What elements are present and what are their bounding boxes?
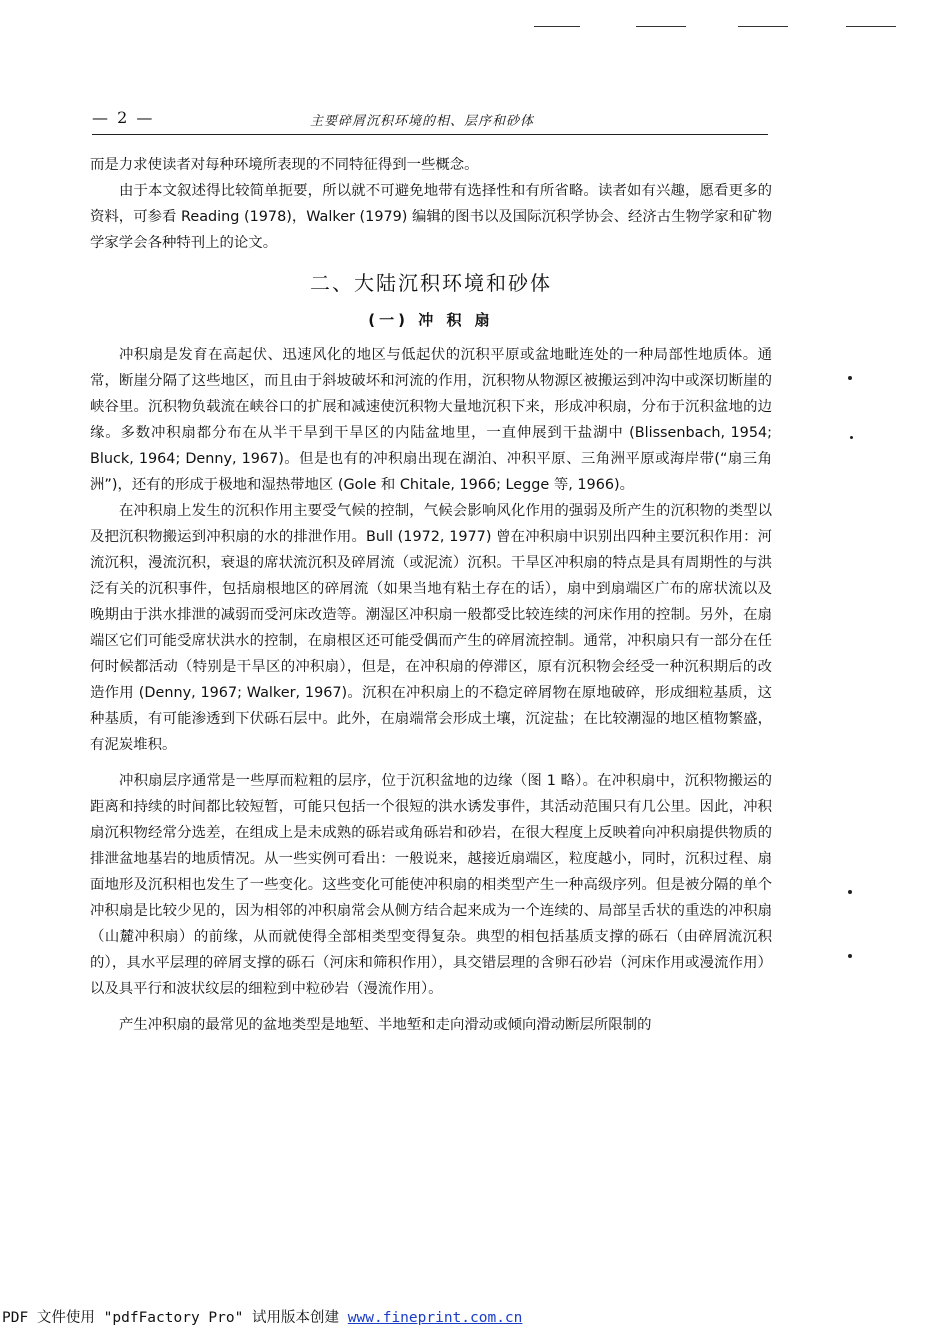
- scan-speck: [850, 436, 853, 439]
- footer-link[interactable]: www.fineprint.com.cn: [347, 1310, 523, 1326]
- top-rule: [534, 26, 580, 27]
- footer-text: PDF 文件使用 "pdfFactory Pro" 试用版本创建: [2, 1310, 348, 1326]
- scan-speck: [848, 890, 852, 894]
- running-title: 主要碎屑沉积环境的相、层序和砂体: [310, 114, 535, 129]
- page-number: — 2 —: [92, 108, 155, 127]
- body-paragraph: 冲积扇层序通常是一些厚而粒粗的层序，位于沉积盆地的边缘（图 1 略）。在冲积扇中，沉积物搬运的距离和持续的时间都比较短暂，可能只包括一个很短的洪水诱发事件，其活动范围只有几公里。因此，冲积扇沉积物经常分选差，在组成上是未成熟的砾岩或角砾岩和砂岩，在很大程度上反映着向冲积扇提供物质的排泄盆地基岩的地质情况。从一些实例可看出：一般说来，越接近扇端区，粒度越小，同时，沉积过程、扇面地形及沉积相也发生了一些变化。这些变化可能使冲积扇的相类型产生一种高级序列。但是被分隔的单个冲积扇是比较少见的，因为相邻的冲积扇常会从侧方结合起来成为一个连续的、局部呈舌状的重迭的冲积扇（山麓冲积扇）的前缘，从而就使得全部相类型变得复杂。典型的相包括基质支撑的砾石（由碎屑流沉积的），具水平层理的碎屑支撑的砾石（河床和筛积作用），具交错层理的含卵石砂岩（河床作用或漫流作用）以及具平行和波状纹层的细粒到中粒砂岩（漫流作用）。: [90, 773, 772, 997]
- section-title: 二、大陆沉积环境和砂体: [310, 271, 552, 295]
- top-rule: [636, 26, 686, 27]
- top-rule: [846, 26, 896, 27]
- body-paragraph: 由于本文叙述得比较简单扼要，所以就不可避免地带有选择性和有所省略。读者如有兴趣，愿看更多的资料，可参看 Reading (1978)，Walker (1979) 编辑的图书以及国际沉积学协会、经济古生物学家和矿物学家学会各种特刊上的论文。: [90, 183, 772, 251]
- scan-speck: [848, 376, 852, 380]
- paragraph-gap: [90, 1002, 772, 1012]
- body-paragraph: 在冲积扇上发生的沉积作用主要受气候的控制，气候会影响风化作用的强弱及所产生的沉积物的类型以及把沉积物搬运到冲积扇的水的排泄作用。Bull (1972, 1977) 曾在冲积扇中识别出四种主要沉积作用：河流沉积，漫流沉积，衰退的席状流沉积及碎屑流（或泥流）沉积。干旱区冲积扇的特点是具有周期性的与洪泛有关的沉积事件，包括扇根地区的碎屑流（如果当地有粘土存在的话），扇中到扇端区广布的席状流以及晚期由于洪水排泄的减弱而受河床改造等。潮湿区冲积扇一般都受比较连续的河床作用的控制。另外，在扇端区它们可能受席状洪水的控制，在扇根区还可能受偶而产生的碎屑流控制。通常，冲积扇只有一部分在任何时候都活动（特别是干旱区的冲积扇），但是，在冲积扇的停滞区，原有沉积物会经受一种沉积期后的改造作用 (Denny, 1967; Walker, 1967)。沉积在冲积扇上的不稳定碎屑物在原地破碎，形成细粒基质，这种基质，有可能渗透到下伏砾石层中。此外，在扇端常会形成土壤，沉淀盐；在比较潮湿的地区植物繁盛，有泥炭堆积。: [90, 503, 772, 753]
- body-paragraph: 冲积扇是发育在高起伏、迅速风化的地区与低起伏的沉积平原或盆地毗连处的一种局部性地质体。通常，断崖分隔了这些地区，而且由于斜坡破坏和河流的作用，沉积物从物源区被搬运到冲沟中或深切断崖的峡谷里。沉积物负载流在峡谷口的扩展和减速使沉积物大量地沉积下来，形成冲积扇，分布于沉积盆地的边缘。多数冲积扇都分布在从半干旱到干旱区的内陆盆地里，一直伸展到干盐湖中 (Blissenbach, 1954; Bluck, 1964; Denny, 1967)。但是也有的冲积扇出现在湖泊、冲积平原、三角洲平原或海岸带(“扇三角洲”)，还有的形成于极地和湿热带地区 (Gole 和 Chitale, 1966; Legge 等, 1966)。: [90, 347, 772, 493]
- scan-speck: [848, 954, 852, 958]
- page-header: [92, 108, 768, 134]
- subsection-title: (一) 冲 积 扇: [368, 311, 494, 329]
- document-body: [90, 152, 772, 1038]
- top-rule: [738, 26, 788, 27]
- body-paragraph: 产生冲积扇的最常见的盆地类型是地堑、半地堑和走向滑动或倾向滑动断层所限制的: [119, 1017, 652, 1033]
- header-rule: [92, 134, 768, 135]
- pdf-footer: [2, 1306, 522, 1327]
- body-paragraph: 而是力求使读者对每种环境所表现的不同特征得到一些概念。: [90, 157, 479, 173]
- paragraph-gap: [90, 758, 772, 768]
